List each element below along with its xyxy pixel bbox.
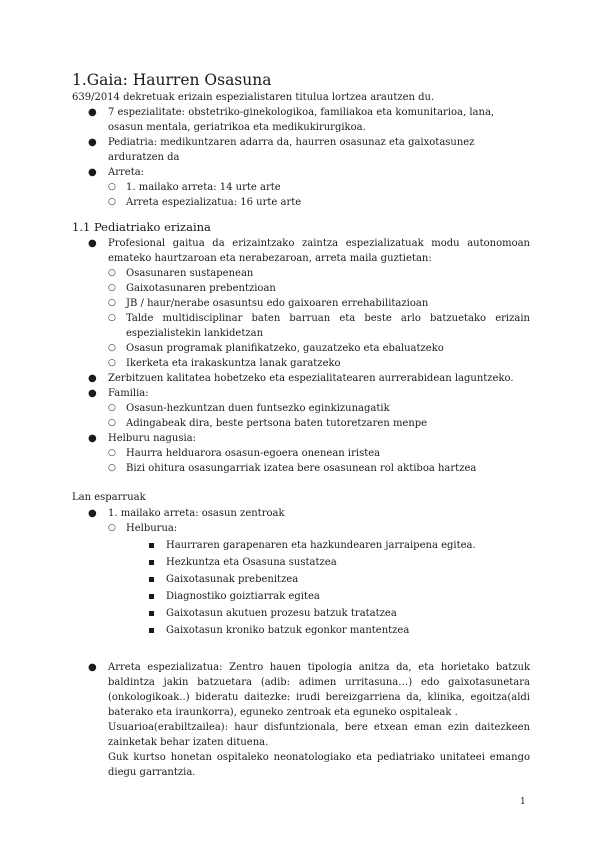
document-page	[72, 70, 530, 780]
list-item: Hezkuntza eta Osasuna sustatzea	[148, 555, 530, 570]
list-item: ● Arreta: ○ 1. mailako arreta: 14 urte arte ○ Arreta espezializatua: 16 urte arte	[72, 165, 530, 210]
section-heading: 1.1 Pediatriako erizaina	[72, 220, 211, 234]
paragraph: Usuarioa(erabiltzailea): haur disfuntzionala, bere etxean eman ezin daitezkeen zainketak behar izaten dituena.	[108, 722, 530, 748]
list-item: ○ Helburua: Haurraren garapenaren eta hazkundearen jarraipena egitea. Hezkuntza eta Osasuna sustatzea Gaixotasunak prebenitzea Diagnostiko goiztiarrak egitea Gaixotasun akutuen prozesu batzuk tratatzea Gaixotasun kroniko batzuk egonkor mantentzea	[108, 521, 530, 638]
list-item: Diagnostiko goiztiarrak egitea	[148, 589, 530, 604]
list-section3-b	[72, 660, 530, 780]
list-item: ○ Haurra helduarora osasun-egoera onenean iristea	[108, 448, 381, 459]
sublist	[108, 180, 530, 210]
circle-bullet-icon: ○	[108, 283, 116, 293]
square-bullet-icon	[149, 577, 154, 582]
list-item: ○ Bizi ohitura osasungarriak izatea bere osasunean rol aktiboa hartzea	[108, 463, 477, 474]
sublist	[108, 521, 530, 638]
list-item: ● Profesional gaitua da erizaintzako zaintza espezializatuak modu autonomoan emateko haurtzaroan eta nerabezaroan, arreta maila guztietan: ○ Osasunaren sustapenean ○ Gaixotasunaren prebentzioan ○ JB / haur/nerabe osasuntsu edo gaixoaren errehabilitazioan ○ Talde multidisciplinar baten barruan eta beste arlo batzuetako erizain espezialistekin lankidetzan ○ Osasun programak planifikatzeko, gauzatzeko eta ebaluatzeko ○ Ikerketa eta irakaskuntza lanak garatzeko	[88, 238, 530, 369]
square-bullet-icon	[149, 560, 154, 565]
list-item: ● Arreta espezializatua: Zentro hauen tipologia anitza da, eta horietako batzuk baldintza jakin batzuetara (adib: adimen urritasuna…) edo gaixotasunetara (onkologikoak..) bideratu daitezke: irudi bereizgarriena da, klinika, egoitza(aldi baterako eta iraunkorra), eguneko zentroak eta eguneko ospitaleak . Usuarioa(erabiltzailea): haur disfuntzionala, bere etxean eman ezin daitezkeen zainketak behar izaten dituena. Guk kurtso honetan ospitaleko neonatologiako eta pediatriako unitateei emango diegu garrantzia.	[88, 662, 530, 778]
list-item: Gaixotasunak prebenitzea	[148, 572, 530, 587]
sublist	[108, 446, 530, 476]
square-bullet-icon	[149, 594, 154, 599]
paragraph: Guk kurtso honetan ospitaleko neonatologiako eta pediatriako unitateei emango diegu garrantzia.	[108, 752, 530, 778]
bullet-icon: ●	[88, 662, 97, 673]
square-bullet-icon	[149, 611, 154, 616]
list-item: ● Pediatria: medikuntzaren adarra da, haurren osasunaz eta gaixotasunez arduratzen da	[88, 137, 475, 163]
circle-bullet-icon: ○	[108, 448, 116, 458]
list-item: ● Familia: ○ Osasun-hezkuntzan duen funtsezko eginkizunagatik ○ Adingabeak dira, beste pertsona baten tutoretzaren menpe	[72, 386, 530, 431]
page-number: 1	[520, 797, 526, 807]
bullet-icon: ●	[88, 373, 97, 384]
sub-sublist	[148, 538, 530, 638]
list-item: ● Helburu nagusia: ○ Haurra helduarora osasun-egoera onenean iristea ○ Bizi ohitura osasungarriak izatea bere osasunean rol aktiboa hartzea	[72, 431, 530, 476]
bullet-icon: ●	[88, 238, 97, 249]
list-item: ○ Osasun programak planifikatzeko, gauzatzeko eta ebaluatzeko	[108, 343, 444, 354]
list-section3	[72, 506, 530, 638]
circle-bullet-icon: ○	[108, 358, 116, 368]
list-item: Gaixotasun kroniko batzuk egonkor mantentzea	[148, 623, 530, 638]
circle-bullet-icon: ○	[108, 403, 116, 413]
list-item: ○ Ikerketa eta irakaskuntza lanak garatzeko	[108, 358, 341, 369]
list-item: Gaixotasun akutuen prozesu batzuk tratatzea	[148, 606, 530, 621]
list-item: ○ JB / haur/nerabe osasuntsu edo gaixoaren errehabilitazioan	[108, 298, 429, 309]
list-item: ● 7 espezialitate: obstetriko-ginekologikoa, familiakoa eta komunitarioa, lana, osasun mentala, geriatrikoa eta medikukirurgikoa.	[88, 107, 495, 133]
list-item: ● Zerbitzuen kalitatea hobetzeko eta espezialitatearen aurrerabidean laguntzeko.	[88, 373, 514, 384]
circle-bullet-icon: ○	[108, 268, 116, 278]
list-item: ○ 1. mailako arreta: 14 urte arte	[108, 182, 281, 193]
list-item: ○ Talde multidisciplinar baten barruan eta beste arlo batzuetako erizain espezialistekin lankidetzan	[108, 313, 530, 339]
list-item: Haurraren garapenaren eta hazkundearen jarraipena egitea.	[148, 538, 530, 553]
circle-bullet-icon: ○	[108, 523, 116, 533]
intro-text: 639/2014 dekretuak erizain espezialistaren titulua lortzea arautzen du.	[72, 92, 435, 103]
square-bullet-icon	[149, 543, 154, 548]
list-main	[72, 105, 530, 210]
bullet-icon: ●	[88, 388, 97, 399]
page-title: 1.Gaia: Haurren Osasuna	[72, 71, 272, 89]
circle-bullet-icon: ○	[108, 313, 116, 323]
bullet-icon: ●	[88, 167, 97, 178]
circle-bullet-icon: ○	[108, 298, 116, 308]
bullet-icon: ●	[88, 107, 97, 118]
list-item: ○ Osasunaren sustapenean	[108, 268, 254, 279]
circle-bullet-icon: ○	[108, 418, 116, 428]
list-item: ● 1. mailako arreta: osasun zentroak ○ Helburua: Haurraren garapenaren eta hazkundearen jarraipena egitea. Hezkuntza eta Osasuna sustatzea Gaixotasunak prebenitzea Diagnostiko goiztiarrak egitea Gaixotasun akutuen prozesu batzuk tratatzea Gaixotasun kroniko batzuk egonkor mantentzea	[72, 506, 530, 638]
circle-bullet-icon: ○	[108, 463, 116, 473]
bullet-icon: ●	[88, 508, 97, 519]
circle-bullet-icon: ○	[108, 343, 116, 353]
circle-bullet-icon: ○	[108, 182, 116, 192]
list-section2	[72, 236, 530, 476]
list-item: ○ Adingabeak dira, beste pertsona baten tutoretzaren menpe	[108, 418, 428, 429]
sublist	[108, 266, 530, 371]
list-item: ○ Osasun-hezkuntzan duen funtsezko eginkizunagatik	[108, 403, 390, 414]
section-heading: Lan esparruak	[72, 492, 146, 503]
list-item: ○ Gaixotasunaren prebentzioan	[108, 283, 276, 294]
bullet-icon: ●	[88, 137, 97, 148]
list-item: ○ Arreta espezializatua: 16 urte arte	[108, 197, 302, 208]
sublist	[108, 401, 530, 431]
bullet-icon: ●	[88, 433, 97, 444]
spacer	[72, 638, 530, 660]
square-bullet-icon	[149, 628, 154, 633]
circle-bullet-icon: ○	[108, 197, 116, 207]
